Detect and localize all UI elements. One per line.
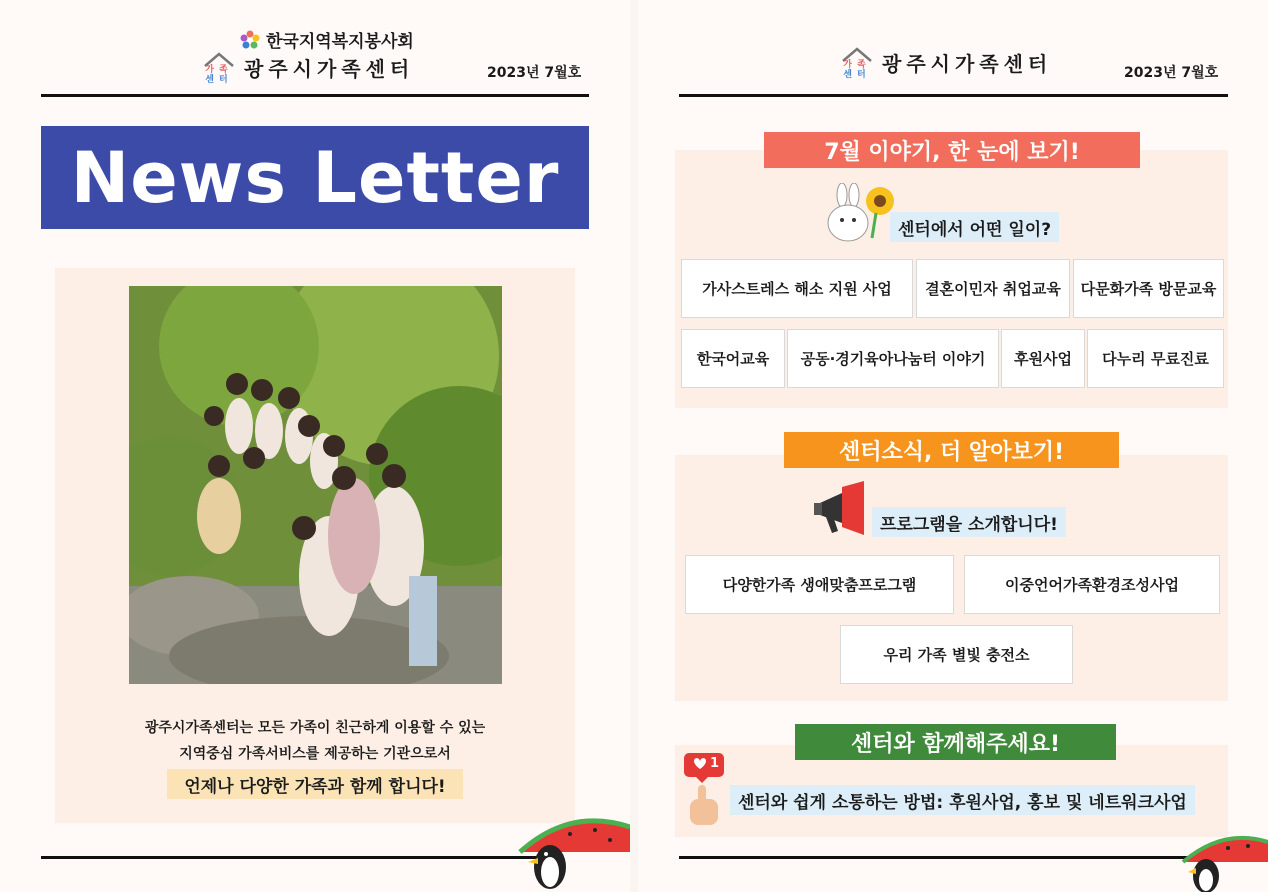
watermelon-penguin-icon: [1178, 832, 1268, 892]
bottom-divider: [679, 856, 1199, 859]
tile-starlight-charging[interactable]: 우리 가족 별빛 충전소: [840, 625, 1073, 684]
section-3-title: 센터와 함께해주세요!: [795, 724, 1116, 760]
intro-panel: [55, 268, 575, 823]
svg-text:센터: 센터: [843, 70, 871, 79]
like-hand-icon: [682, 753, 726, 827]
org-header: [240, 27, 414, 52]
tile-lifecycle-program[interactable]: 다양한가족 생애맞춤프로그램: [685, 555, 954, 614]
top-divider: [679, 94, 1228, 97]
top-divider: [41, 94, 589, 97]
tile-childcare-sharing[interactable]: 공동·경기육아나눔터 이야기: [787, 329, 999, 388]
tile-free-clinic[interactable]: 다누리 무료진료: [1087, 329, 1224, 388]
rabbit-sunflower-icon: [820, 183, 898, 245]
section-1-title: 7월 이야기, 한 눈에 보기!: [764, 132, 1140, 168]
house-logo-icon: [202, 50, 236, 84]
section-3-subtitle: 센터와 쉽게 소통하는 방법: 후원사업, 홍보 및 네트워크사업: [730, 785, 1195, 815]
center-name: 광주시가족센터: [882, 51, 1053, 76]
section-1-subtitle: 센터에서 어떤 일이?: [890, 212, 1059, 242]
tile-multicultural-visit[interactable]: 다문화가족 방문교육: [1073, 259, 1224, 318]
tile-korean-edu[interactable]: 한국어교육: [681, 329, 785, 388]
issue-label: 2023년 7월호: [487, 65, 582, 81]
issue-label: 2023년 7월호: [1124, 65, 1219, 81]
svg-text:가족: 가족: [205, 65, 233, 75]
section-2-subtitle: 프로그램을 소개합니다!: [872, 507, 1066, 537]
group-photo: [129, 286, 502, 684]
group-photo-illustration: [129, 286, 502, 684]
watermelon-penguin-icon: [510, 812, 630, 892]
center-header-right: [840, 45, 1052, 79]
house-logo-icon: [840, 45, 874, 79]
svg-text:센터: 센터: [205, 75, 233, 84]
right-page: [638, 0, 1268, 892]
newsletter-banner: News Letter: [41, 126, 589, 229]
tile-sponsorship[interactable]: 후원사업: [1001, 329, 1085, 388]
tile-immigrant-job[interactable]: 결혼이민자 취업교육: [916, 259, 1070, 318]
left-page: [0, 0, 630, 892]
center-header: [202, 50, 414, 84]
flower-logo-icon: [240, 30, 260, 50]
bottom-divider: [41, 856, 561, 859]
caption-line-2: 지역중심 가족서비스를 제공하는 기관으로서: [179, 746, 451, 762]
megaphone-icon: [812, 481, 872, 539]
svg-text:가족: 가족: [843, 60, 871, 70]
tile-bilingual-program[interactable]: 이중언어가족환경조성사업: [964, 555, 1220, 614]
org-name: 한국지역복지봉사회: [266, 32, 414, 52]
like-count: 1: [710, 756, 720, 771]
tile-housework-stress[interactable]: 가사스트레스 해소 지원 사업: [681, 259, 913, 318]
section-2-title: 센터소식, 더 알아보기!: [784, 432, 1119, 468]
center-name: 광주시가족센터: [244, 56, 415, 81]
caption-highlight: 언제나 다양한 가족과 함께 합니다!: [167, 769, 463, 799]
caption-line-1: 광주시가족센터는 모든 가족이 친근하게 이용할 수 있는: [144, 720, 486, 736]
